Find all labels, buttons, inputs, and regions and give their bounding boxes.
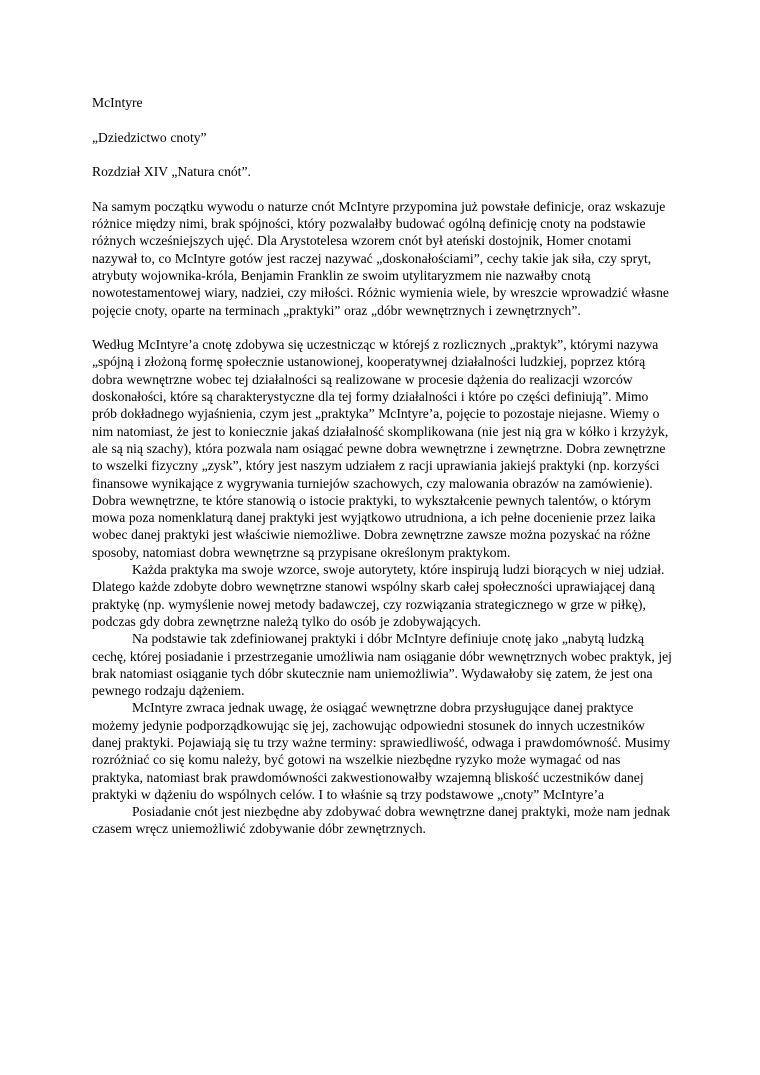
chapter-line: Rozdział XIV „Natura cnót”. (92, 164, 251, 180)
paragraph: Każda praktyka ma swoje wzorce, swoje autorytety, które inspirują ludzi biorących w niej udział. Dlatego każde zdobyte dobro wewnętrzne stanowi wspólny skarb całej społeczności uprawiającej daną praktykę (np. wymyślenie nowej metody badawczej, czy rozwiązania strategicznego w grze w piłkę), podczas gdy dobra zewnętrzne należą tylko do osób je zdobywających. (92, 562, 665, 629)
author-line: McIntyre (92, 95, 143, 110)
paragraph: Według McIntyre’a cnotę zdobywa się uczestnicząc w którejś z rozlicznych „praktyk”, którymi nazywa „spójną i złożoną formę społecznie ustanowionej, kooperatywnej działalności ludzkiej, poprzez którą dobra wewnętrzne wobec tej działalności są realizowane w procesie dążenia do realizacji wzorców doskonałości, które są charakterystyczne dla tej formy działalności i które po części definiują”. Mimo prób dokładnego wyjaśnienia, czym jest „praktyka” McIntyre’a, pojęcie to pozostaje niejasne. Wiemy o nim natomiast, że jest to koniecznie jakaś działalność skomplikowana (nie jest nią gra w kółko i krzyżyk, ale są nią szachy), która pozwala nam osiągać pewne dobra wewnętrzne i zewnętrzne. Dobra zewnętrzne to wszelki fizyczny „zysk”, który jest naszym udziałem z racji uprawiania jakiejś praktyki (np. korzyści finansowe wynikające z wygrywania turniejów szachowych, czy malowania obrazów na zamówienie). Dobra wewnętrzne, te które stanowią o istocie praktyki, to wykształcenie pewnych talentów, o którym mowa poza nomenklaturą danej praktyki jest wyjątkowo utrudniona, a ich pełne docenienie przez laika wobec danej praktyki jest właściwie niemożliwe. Dobra zewnętrzne zawsze można pozyskać na różne sposoby, natomiast dobra wewnętrzne są przypisane określonym praktykom. (92, 337, 669, 560)
paragraph: Na samym początku wywodu o naturze cnót McIntyre przypomina już powstałe definicje, oraz wskazuje różnice między nimi, brak spójności, który pozwalałby budować ogólną definicję cnoty na podstawie różnych wcześniejszych ujęć. Dla Arystotelesa wzorem cnót był ateński dostojnik, Homer cnotami nazywał to, co McIntyre gotów jest raczej nazywać „doskonałościami”, cechy takie jak siła, czy spryt, atrybuty wojownika-króla, Benjamin Franklin ze swoim utylitaryzmem nie nazwałby cnotą nowotestamentowej wiary, nadziei, czy miłości. Różnic wymienia wiele, by wreszcie wprowadzić własne pojęcie cnoty, oparte na terminach „praktyki” oraz „dóbr wewnętrznych i zewnętrznych”. (92, 198, 669, 318)
paragraph: Posiadanie cnót jest niezbędne aby zdobywać dobra wewnętrzne danej praktyki, może nam jednak czasem wręcz uniemożliwić zdobywanie dóbr zewnętrznych. (92, 804, 671, 837)
title-line: „Dziedzictwo cnoty” (92, 129, 207, 145)
paragraph: McIntyre zwraca jednak uwagę, że osiągać wewnętrzne dobra przysługujące danej praktyce możemy jedynie podporządkowując się jej, zachowując odpowiedni stosunek do innych uczestników danej praktyki. Pojawiają się tu trzy ważne terminy: sprawiedliwość, odwaga i prawdomówność. Musimy rozróżniać co się komu należy, być gotowi na wszelkie niezbędne ryzyko może wymagać od nas praktyka, natomiast brak prawdomówności zakwestionowałby wzajemną bliskość uczestników danej praktyki w dążeniu do wspólnych celów. I to właśnie są trzy podstawowe „cnoty” McIntyre’a (92, 700, 671, 802)
paragraph: Na podstawie tak zdefiniowanej praktyki i dóbr McIntyre definiuje cnotę jako „nabytą ludzką cechę, której posiadanie i przestrzeganie umożliwia nam osiąganie dóbr wewnętrznych wobec praktyk, jej brak natomiast osiąganie tych dóbr skutecznie nam uniemożliwia”. Wydawałoby się zatem, że jest ona pewnego rodzaju dążeniem. (92, 631, 672, 699)
